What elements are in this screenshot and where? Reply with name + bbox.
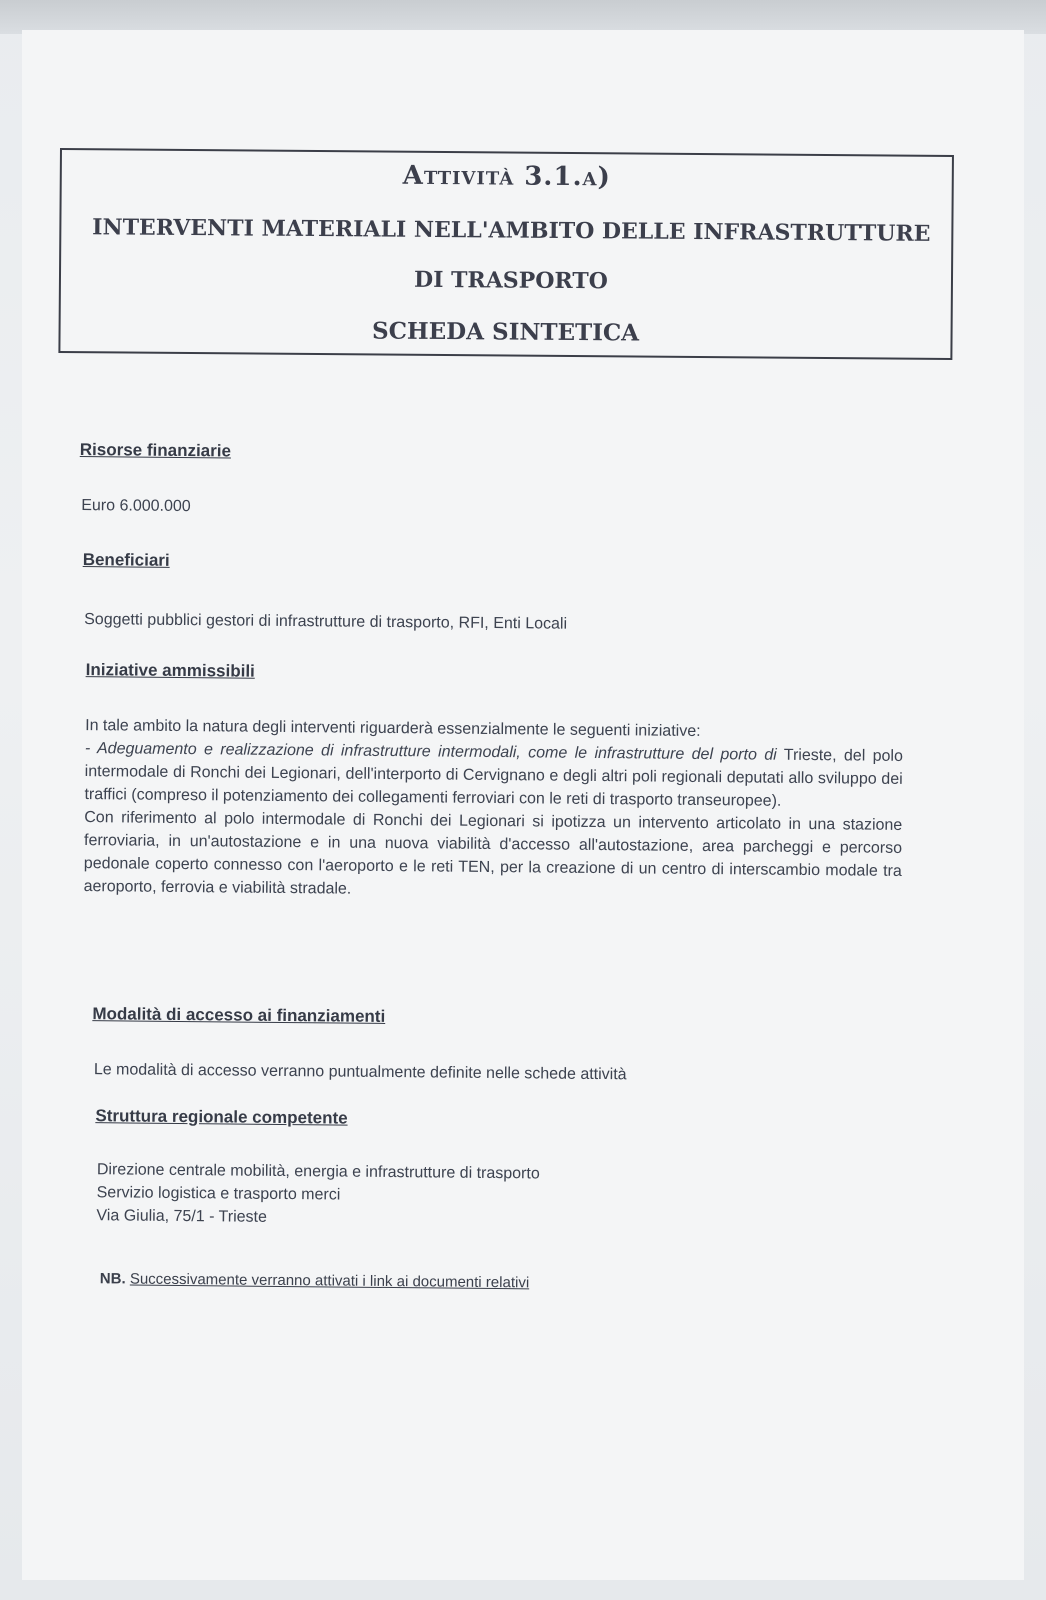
iniziative-intro: In tale ambito la natura degli interventi riguarderà essenzialmente le seguenti iniziative: [85, 717, 701, 740]
struttura-line-1: Direzione centrale mobilità, energia e infrastrutture di trasporto [96, 1161, 540, 1183]
struttura-line-2: Servizio logistica e trasporto merci [96, 1184, 341, 1204]
section-text-risorse: Euro 6.000.000 [81, 497, 191, 516]
document-title: INTERVENTI MATERIALI NELL'AMBITO DELLE INFRASTRUTTURE DI TRASPORTO [92, 214, 931, 295]
struttura-line-3: Via Giulia, 75/1 - Trieste [96, 1207, 267, 1226]
section-heading-modalita: Modalità di accesso ai finanziamenti [92, 1004, 386, 1026]
window-top-bar [0, 0, 1046, 34]
activity-title: Attività 3.1.a) [402, 160, 611, 193]
section-text-beneficiari: Soggetti pubblici gestori di infrastrutture di trasporto, RFI, Enti Locali [84, 611, 568, 633]
iniziative-bullet-italic: - Adeguamento e realizzazione di infrastrutture intermodali, come le infrastrutture del porto di [84, 740, 777, 764]
iniziative-bullet-rest: Trieste, del polo intermodale di Ronchi dei Legionari, dell'interporto di Cervignano e degli altri poli regionali deputati allo sviluppo dei traffici (compreso il potenziamento dei collegamenti ferroviari con le reti di trasporto transeuropee). [84, 746, 904, 810]
section-heading-struttura: Struttura regionale competente [95, 1106, 348, 1128]
document-subtitle: SCHEDA SINTETICA [371, 317, 640, 347]
section-heading-risorse: Risorse finanziarie [79, 439, 232, 461]
section-text-modalita: Le modalità di accesso verranno puntualmente definite nelle schede attività [93, 1061, 627, 1084]
iniziative-paragraph: Con riferimento al polo intermodale di Ronchi dei Legionari si ipotizza un intervento articolato in una stazione ferroviaria, in un'autostazione e in una nuova viabilità d'accesso all'autostazione, area parcheggi e percorso pedonale coperto connesso con l'aeroporto e le reti TEN, per la creazione di un centro di interscambio modale tra aeroporto, ferrovia e viabilità stradale. [83, 809, 903, 898]
note-label: NB. [99, 1270, 126, 1288]
section-text-iniziative [84, 714, 904, 906]
section-heading-iniziative: Iniziative ammissibili [85, 660, 255, 681]
iniziative-bullet [84, 737, 903, 814]
note-link[interactable]: Successivamente verranno attivati i link ai documenti relativi [129, 1270, 530, 1292]
section-text-struttura [96, 1158, 540, 1231]
title-box [58, 148, 954, 360]
section-heading-beneficiari: Beneficiari [82, 550, 170, 570]
